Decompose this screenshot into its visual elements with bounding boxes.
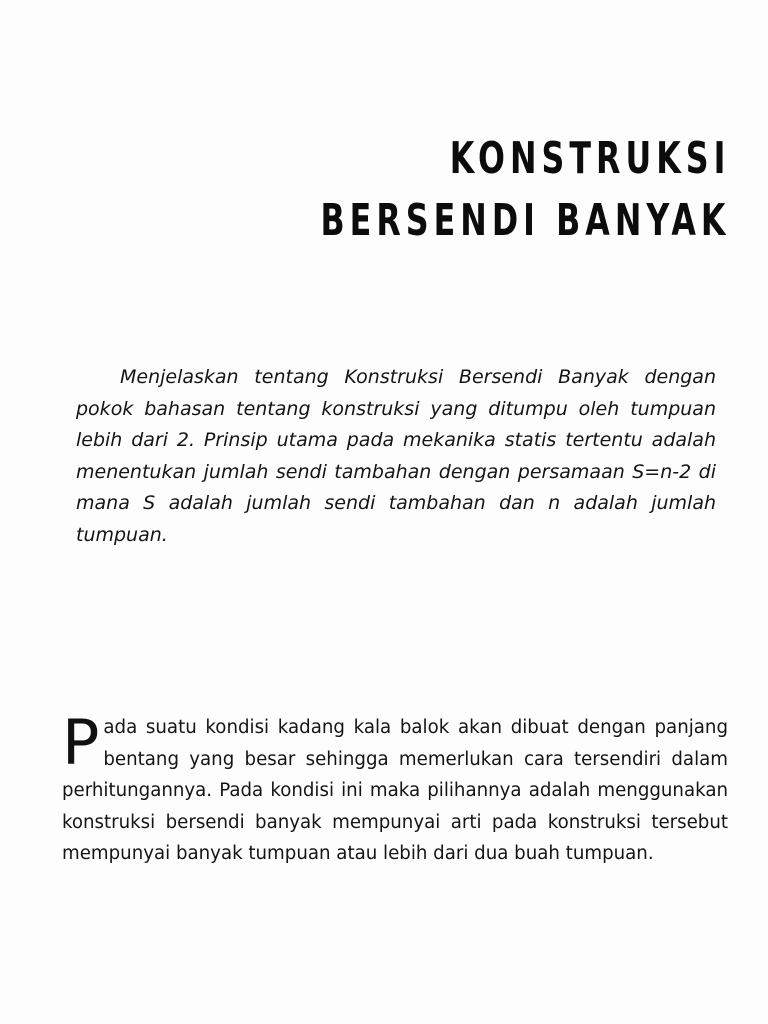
chapter-title-line-2: BERSENDI BANYAK (319, 195, 730, 246)
chapter-abstract: Menjelaskan tentang Konstruksi Bersendi Banyak dengan pokok bahasan tentang konstruksi yang ditumpu oleh tumpuan lebih dari 2. Prinsip utama pada mekanika statis tertentu adalah menentukan jumlah sendi tambahan dengan persamaan S=n-2 di mana S adalah jumlah sendi tambahan dan n adalah jumlah tumpuan. (76, 366, 716, 546)
body-paragraph-text: ada suatu kondisi kadang kala balok akan dibuat dengan panjang bentang yang besar sehingga memerlukan cara tersendiri dalam perhitungannya. Pada kondisi ini maka pilihannya adalah menggunakan konstruksi bersendi banyak mempunyai arti pada konstruksi tersebut mempunyai banyak tumpuan atau lebih dari dua buah tumpuan. (62, 717, 728, 864)
chapter-title-line-1: KONSTRUKSI (449, 133, 730, 184)
chapter-title (320, 128, 730, 252)
drop-cap-letter: P (62, 706, 100, 779)
body-paragraph (62, 706, 728, 870)
